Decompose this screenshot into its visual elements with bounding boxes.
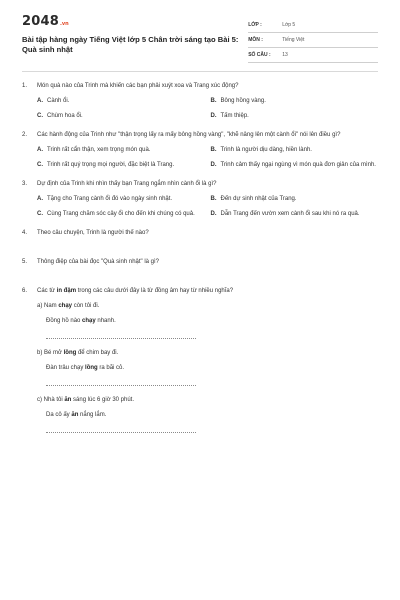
bold-term: ăn [71, 412, 79, 418]
subquestion-sentence [37, 349, 378, 358]
option-text: Trinh rất quý trọng mọi người, đặc biệt là Trang. [47, 162, 175, 168]
text-part: a) Nam [37, 303, 59, 309]
question-text [37, 287, 378, 296]
bold-term: ăn [64, 397, 72, 403]
header-divider [22, 71, 378, 72]
meta-value: Lớp 5 [282, 22, 296, 28]
subquestion-example [37, 411, 378, 420]
option-letter: C. [37, 113, 43, 119]
question-body [37, 287, 378, 443]
answer-options [37, 97, 378, 121]
header [22, 14, 378, 63]
question-5 [22, 258, 378, 273]
question-1 [22, 82, 378, 121]
subquestion-a [37, 302, 378, 339]
answer-options [37, 146, 378, 170]
answer-option-b[interactable] [211, 146, 379, 155]
text-part: nắng lắm. [78, 412, 107, 418]
site-logo[interactable] [22, 14, 248, 29]
meta-row-count [248, 48, 378, 63]
meta-label: SỐ CÂU : [248, 52, 271, 58]
answer-option-d[interactable] [211, 210, 379, 219]
question-body [37, 258, 378, 273]
question-4 [22, 229, 378, 244]
text-part: để chim bay đi. [76, 350, 119, 356]
text-part: c) Nhà tôi [37, 397, 65, 403]
answer-line[interactable] [46, 428, 196, 433]
answer-option-a[interactable] [37, 97, 205, 106]
question-body [37, 229, 378, 244]
answer-option-b[interactable] [211, 97, 379, 106]
subquestion-example [37, 364, 378, 373]
bold-term: in đậm [56, 288, 77, 294]
text-part: sáng lúc 6 giờ 30 phút. [71, 397, 135, 403]
question-text: Thông điệp của bài đọc "Quà sinh nhật" là gì? [37, 259, 160, 265]
bold-term: lồng [85, 365, 98, 371]
text-part: Đồng hồ nào [46, 318, 83, 324]
option-text: Tặng cho Trang cành ổi đó vào ngày sinh nhật. [47, 196, 173, 202]
meta-label: MÔN : [248, 37, 263, 43]
question-body [37, 82, 378, 121]
text-part: ra bãi cỏ. [97, 365, 125, 371]
option-text: Chùm hoa ổi. [47, 113, 83, 119]
meta-row-class [248, 18, 378, 33]
bold-term: lồng [63, 350, 77, 356]
answer-option-c[interactable] [37, 161, 205, 170]
option-letter: B. [210, 196, 217, 202]
question-text: Dự định của Trinh khi nhìn thấy bạn Trang ngắm nhìn cành ổi là gì? [37, 181, 217, 187]
answer-option-a[interactable] [37, 195, 205, 204]
answer-option-c[interactable] [37, 112, 205, 121]
text-part: Các từ [37, 288, 57, 294]
option-text: Cành ổi. [47, 98, 70, 104]
option-letter: B. [210, 98, 217, 104]
meta-label: LỚP : [248, 22, 262, 28]
option-letter: B. [210, 147, 217, 153]
question-text: Theo câu chuyện, Trinh là người thế nào? [37, 230, 149, 236]
text-part: còn tôi đi. [72, 303, 100, 309]
question-number: 4. [22, 230, 28, 236]
subquestion-sentence [37, 396, 378, 405]
answer-option-b[interactable] [211, 195, 379, 204]
answer-option-d[interactable] [211, 112, 379, 121]
text-part: nhanh. [95, 318, 116, 324]
question-number: 1. [22, 83, 28, 89]
subquestion-example [37, 317, 378, 326]
text-part: b) Bé mở [37, 350, 64, 356]
meta-row-subject [248, 33, 378, 48]
question-body [37, 131, 378, 170]
question-3 [22, 180, 378, 219]
option-text: Bông hồng vàng. [220, 98, 266, 104]
subquestion-sentence [37, 302, 378, 311]
option-letter: A. [37, 196, 43, 202]
option-letter: D. [210, 113, 217, 119]
logo-main: 2048 [22, 14, 59, 29]
answer-line[interactable] [46, 334, 196, 339]
question-body [37, 180, 378, 219]
logo-sub: .vn [59, 21, 69, 27]
question-text: Món quà nào của Trinh mà khiến các bạn phải xuýt xoa và Trang xúc động? [37, 83, 239, 89]
answer-option-a[interactable] [37, 146, 205, 155]
option-letter: D. [210, 162, 217, 168]
question-number: 2. [22, 132, 28, 138]
option-letter: A. [37, 98, 43, 104]
option-text: Cùng Trang chăm sóc cây ổi cho đến khi chúng có quả. [47, 211, 195, 217]
bold-term: chạy [58, 303, 73, 309]
question-number: 6. [22, 288, 28, 294]
option-text: Trinh là người dịu dàng, hiền lành. [220, 147, 312, 153]
question-number: 3. [22, 181, 28, 187]
meta-value: 13 [282, 52, 288, 58]
text-part: trong các câu dưới đây là từ đồng âm hay từ nhiều nghĩa? [76, 288, 234, 294]
answer-options [37, 195, 378, 219]
option-text: Trinh cảm thấy ngại ngùng vì món quà đơn giản của mình. [220, 162, 376, 168]
header-left [22, 14, 248, 56]
question-text: Các hành động của Trinh như "thận trọng lấy ra mấy bông hồng vàng", "khẽ nâng lên một cành ổi" nói lên điều gì? [37, 132, 341, 138]
option-letter: C. [37, 211, 43, 217]
answer-option-d[interactable] [211, 161, 379, 170]
option-letter: C. [37, 162, 43, 168]
option-letter: A. [37, 147, 43, 153]
option-letter: D. [210, 211, 217, 217]
answer-option-c[interactable] [37, 210, 205, 219]
meta-table [248, 18, 378, 63]
page-title: Bài tập hàng ngày Tiếng Việt lớp 5 Chân trời sáng tạo Bài 5: Quà sinh nhật [22, 35, 239, 55]
subquestion-c [37, 396, 378, 433]
question-6 [22, 287, 378, 443]
text-part: Đàn trâu chạy [46, 365, 86, 371]
option-text: Trinh rất cẩn thận, xem trọng món quà. [47, 147, 151, 153]
subquestion-b [37, 349, 378, 386]
answer-line[interactable] [46, 381, 196, 386]
question-list [22, 82, 378, 443]
option-text: Đến dự sinh nhật của Trang. [220, 196, 297, 202]
option-text: Tấm thiệp. [220, 113, 249, 119]
question-2 [22, 131, 378, 170]
question-number: 5. [22, 259, 28, 265]
text-part: Da cô ấy [46, 412, 72, 418]
meta-value: Tiếng Việt [282, 37, 305, 43]
bold-term: chạy [82, 318, 96, 324]
option-text: Dẫn Trang đến vườn xem cành ổi sau khi nó ra quả. [220, 211, 360, 217]
